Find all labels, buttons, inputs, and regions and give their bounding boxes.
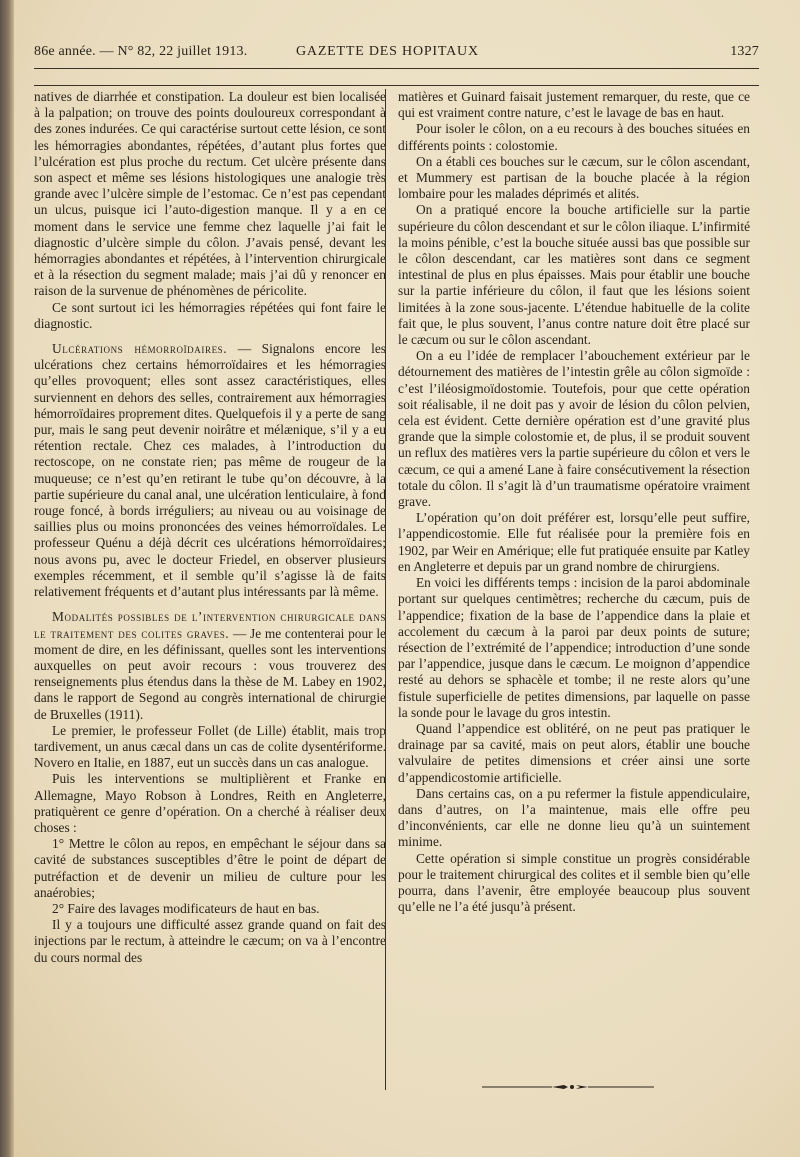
section-heading: Ulcérations hémorroïdaires. (52, 341, 228, 357)
paragraph: Dans certains cas, on a pu refermer la fistule appendiculaire, dans d’autres, on l’a maintenue, mais elle offre peu d’inconvénients, car elle ne donne lieu qu’à un suintement minime. (398, 785, 750, 850)
section-text: — Signalons encore les ulcérations chez certains hémorroïdaires et les hémorragies qu’elles provoquent; elles sont assez caractéristiques, elles surviennent en dehors des selles, contrairement aux hémorragies hémorroïdaires proprement dites. Quelquefois il y a perte de sang pur, mais le sang peut devenir noirâtre et mélænique, s’il y a eu rétention rectale. Chez ces malades, à l’introduction du rectoscope, on ne constate rien; pas même de rougeur de la muqueuse; ce n’est qu’en retirant le tube qu’on découvre, à la partie supérieure du canal anal, une ulcération lenticulaire, à fond rouge foncé, à bords irréguliers; au niveau ou au voisinage de saillies plus ou moins prononcées des veines hémorroïdales. Le professeur Quénu a déjà décrit ces ulcérations hémorroïdaires; nous avons pu, avec le docteur Friedel, en observer plusieurs exemples récemment, et il semble qu’il s’agisse là de faits relativement fréquents et d’autant plus intéressants par là même. (34, 341, 386, 600)
paragraph: Le premier, le professeur Follet (de Lille) établit, mais trop tardivement, un anus cæcal dans un cas de colite dysentériforme. Novero en Italie, en 1887, eut un succès dans un cas analogue. (34, 722, 386, 771)
section-paragraph (34, 609, 386, 722)
page-header (34, 44, 759, 64)
section-paragraph (34, 341, 386, 600)
paragraph: Cette opération si simple constitue un progrès considérable pour le traitement chirurgical des colites et il semble bien qu’elle pourra, dans l’avenir, être employée beaucoup plus souvent qu’elle ne l’a été jusqu’à présent. (398, 850, 750, 915)
paragraph: L’opération qu’on doit préférer est, lorsqu’elle peut suffire, l’appendicostomie. Elle fut réalisée pour la première fois en 1902, par Weir en Amérique; elle fut pratiquée ensuite par Katley en Angleterre et depuis par un grand nombre de chirurgiens. (398, 510, 750, 574)
paragraph: Quand l’appendice est oblitéré, on ne peut pas pratiquer le drainage par sa cavité, mais on peut alors, établir une bouche valvulaire de petites dimensions et créer ainsi une sorte d’appendicostomie artificielle. (398, 720, 750, 785)
page-binding-edge (0, 0, 14, 1157)
section-heading: Modalités possibles de l’intervention chirurgicale dans le traitement des colites graves. (34, 609, 386, 641)
left-column (34, 89, 386, 966)
section-text: — Je me contenterai pour le moment de dire, en les définissant, quelles sont les interventions auxquelles on peut avoir recours : vous trouverez des renseignements plus étendus dans la thèse de M. Labey en 1902, dans le rapport de Segond au congrès international de chirurgie de Bruxelles (1911). (34, 625, 386, 722)
paragraph: 1° Mettre le côlon au repos, en empêchant le séjour dans sa cavité de substances susceptibles d’être le point de départ de putréfaction et de devenir un milieu de culture pour les anaérobies; (34, 836, 386, 900)
paragraph: natives de diarrhée et constipation. La douleur est bien localisée à la palpation; on trouve des points douloureux correspondant à des zones indurées. Ce qui caractérise surtout cette lésion, ce sont les hémorragies abondantes, répétées, d’autant plus fortes que l’ulcération est plus proche du rectum. Cet ulcère présente dans son aspect et même ses lésions histologiques une analogie très grande avec l’ulcère simple de l’estomac. Ce n’est pas cependant un ulcus, puisque ici l’auto-digestion manque. Il y a en ce moment dans le service une femme chez laquelle j’ai fait le diagnostic d’ulcère simple du côlon. J’avais pensé, devant les hémorragies abondantes et répétées, à l’intervention chirurgicale et à la résection du segment malade; mais j’ai dû y renoncer en raison de la survenue de phénomènes de péricolite. (34, 89, 386, 299)
header-page-number: 1327 (730, 44, 759, 59)
header-rule-lower (34, 85, 759, 86)
paragraph: 2° Faire des lavages modificateurs de haut en bas. (52, 900, 320, 916)
end-ornament (482, 1083, 654, 1091)
column-divider (385, 89, 386, 1090)
header-rule (34, 68, 759, 69)
header-journal-title: GAZETTE DES HOPITAUX (296, 44, 479, 59)
paragraph: En voici les différents temps : incision de la paroi abdominale portant sur quelques centimètres; recherche du cæcum, puis de l’appendice; fixation de la base de l’appendice dans la plaie et accolement du cæcum à la paroi par deux points de suture; résection de l’extrémité de l’appendice; introduction d’une sonde par l’appendice, jusque dans le cæcum. Le moignon d’appendice resté au dehors se sphacèle et tombe; il ne reste alors qu’une fistule superficielle de petites dimensions, par laquelle on passe la sonde pour le lavage du gros intestin. (398, 575, 750, 720)
paragraph: On a établi ces bouches sur le cæcum, sur le côlon ascendant, et Mummery est partisan de la bouche placée à la région lombaire pour les malades déprimés et alités. (398, 153, 750, 202)
paragraph: On a eu l’idée de remplacer l’abouchement extérieur par le détournement des matières de l’intestin grêle au côlon sigmoïde : c’est l’iléosigmoïdostomie. Toutefois, pour que cette opération soit réalisable, il ne doit pas y avoir de lésion du côlon pelvien, cela est évident. Cette dernière opération est d’une gravité plus grande que la simple colostomie et, de plus, il se produit souvent un reflux des matières vers la partie supérieure du côlon et vers le cæcum, ce qui a amené Lane à faire consécutivement la résection totale du côlon. Il s’agit là d’un traumatisme opératoire vraiment grave. (398, 348, 750, 510)
paragraph: On a pratiqué encore la bouche artificielle sur la partie supérieure du côlon descendant et sur le côlon iliaque. L’infirmité la moins pénible, c’est la bouche située aussi bas que possible sur le côlon descendant, car les matières sont dans ce segment intestinal de plus en plus épaisses. Mais pour établir une bouche sur la partie inférieure du côlon, il faut que les lésions soient limitées à la zone sous-jacente. L’étendue habituelle de la colite fait que, le plus souvent, l’anus contre nature doit être placé sur le cæcum ou sur le côlon ascendant. (398, 202, 751, 348)
paragraph: matières et Guinard faisait justement remarquer, du reste, que ce qui est vraiment contre nature, c’est le lavage de bas en haut. (398, 89, 750, 121)
right-column (398, 89, 750, 915)
header-issue-info: 86e année. — N° 82, 22 juillet 1913. (34, 44, 248, 59)
paragraph: Il y a toujours une difficulté assez grande quand on fait des injections par le rectum, à atteindre le cæcum; on va à l’encontre du cours normal des (34, 917, 386, 965)
paragraph: Pour isoler le côlon, on a eu recours à des bouches situées en différents points : colostomie. (398, 121, 750, 153)
paragraph: Puis les interventions se multiplièrent et Franke en Allemagne, Mayo Robson à Londres, Reith en Angleterre, pratiquèrent ce genre d’opération. On a cherché à réaliser deux choses : (34, 771, 386, 835)
paragraph: Ce sont surtout ici les hémorragies répétées qui font faire le diagnostic. (34, 299, 386, 331)
